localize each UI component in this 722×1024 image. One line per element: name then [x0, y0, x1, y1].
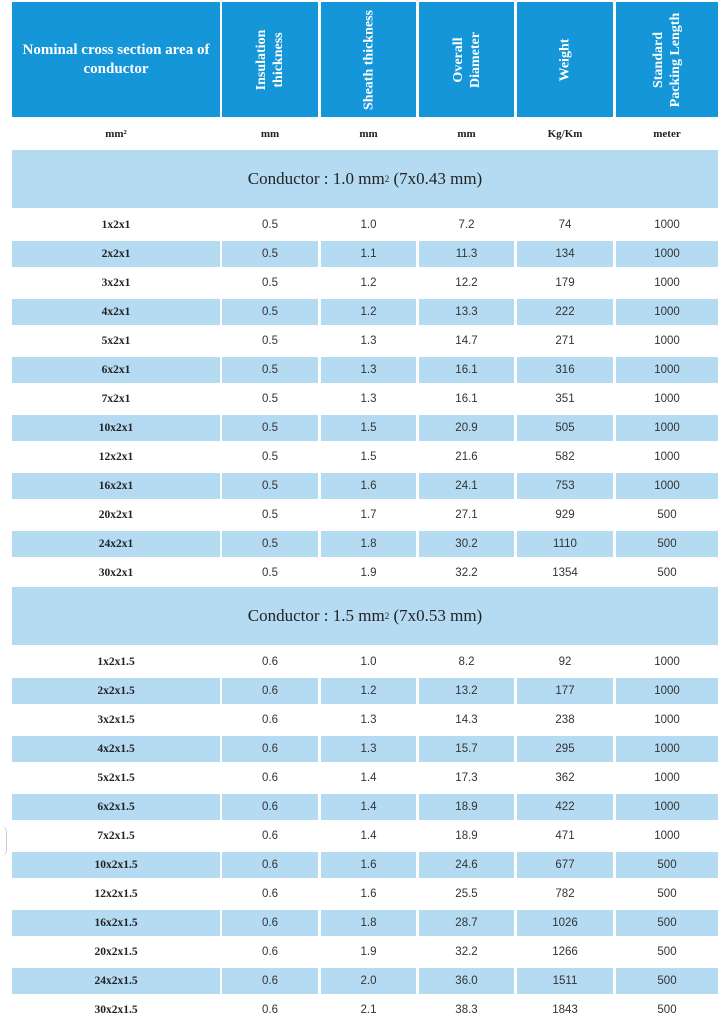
data-cell: 74	[558, 219, 572, 231]
data-cell: 24.1	[419, 473, 514, 499]
data-cell: 0.6	[262, 656, 278, 668]
row-label-cell: 2x2x1	[12, 241, 220, 267]
data-cell: 0.6	[262, 888, 278, 900]
section-title: Conductor : 1.0 mm	[247, 169, 385, 188]
data-cell: 1000	[616, 299, 718, 325]
row-label-cell: 30x2x1.5	[94, 1004, 138, 1016]
data-cell: 1.0	[360, 219, 377, 231]
row-label-cell: 12x2x1	[98, 451, 134, 463]
data-cell: 0.5	[222, 473, 318, 499]
data-cell: 1511	[517, 968, 613, 994]
data-cell: 351	[555, 393, 575, 405]
data-cell: 0.6	[262, 1004, 278, 1016]
section-title-tail: (7x0.43 mm)	[389, 169, 483, 188]
table-row	[0, 910, 722, 936]
data-cell: 500	[616, 968, 718, 994]
data-cell: 0.6	[222, 794, 318, 820]
data-cell: 18.9	[455, 830, 478, 842]
data-cell: 500	[616, 910, 718, 936]
table-row	[0, 415, 722, 441]
row-label-cell: 24x2x1.5	[12, 968, 220, 994]
data-cell: 0.5	[222, 241, 318, 267]
data-cell: 32.2	[455, 946, 478, 958]
data-cell: 1000	[616, 357, 718, 383]
section-title-tail: (7x0.53 mm)	[389, 606, 483, 625]
data-cell: 1000	[616, 415, 718, 441]
header-label: Sheath thickness	[361, 9, 376, 110]
data-cell: 177	[517, 678, 613, 704]
data-cell: 18.9	[419, 794, 514, 820]
data-cell: 32.2	[455, 567, 478, 579]
data-cell: 1000	[654, 772, 680, 784]
row-label-cell: 7x2x1.5	[97, 830, 135, 842]
data-cell: 1000	[654, 451, 680, 463]
data-cell: 1.3	[360, 393, 377, 405]
row-label-cell: 10x2x1	[12, 415, 220, 441]
data-cell: 1.3	[321, 736, 416, 762]
table-row	[0, 212, 722, 238]
row-label-cell: 4x2x1.5	[12, 736, 220, 762]
row-label-cell: 20x2x1.5	[94, 946, 138, 958]
table-row	[0, 678, 722, 704]
data-cell: 1.9	[360, 567, 377, 579]
row-label-cell: 16x2x1	[12, 473, 220, 499]
data-cell: 500	[657, 946, 677, 958]
data-cell: 500	[616, 852, 718, 878]
row-label-cell: 20x2x1	[98, 509, 134, 521]
header-insulation-thickness	[222, 2, 318, 117]
data-cell: 0.5	[222, 357, 318, 383]
table-row	[0, 328, 722, 354]
data-cell: 16.1	[419, 357, 514, 383]
data-cell: 0.6	[222, 910, 318, 936]
header-nominal-cross-section	[12, 2, 220, 117]
data-cell: 1.3	[360, 714, 377, 726]
header-weight	[517, 2, 613, 117]
data-cell: 677	[517, 852, 613, 878]
data-cell: 362	[555, 772, 575, 784]
data-cell: 1.8	[321, 910, 416, 936]
data-cell: 179	[555, 277, 575, 289]
data-cell: 1000	[616, 678, 718, 704]
header-label: Nominal cross section area of conductor	[22, 41, 210, 77]
table-row	[0, 823, 722, 849]
row-label-cell: 30x2x1	[98, 567, 134, 579]
data-cell: 500	[657, 567, 677, 579]
data-cell: 27.1	[455, 509, 478, 521]
unit-cell: mm	[359, 128, 378, 140]
data-cell: 1.2	[360, 277, 377, 289]
data-cell: 222	[517, 299, 613, 325]
row-label-cell: 1x2x1	[101, 219, 131, 231]
data-cell: 1000	[616, 736, 718, 762]
data-cell: 28.7	[419, 910, 514, 936]
header-label: Insulation thickness	[254, 29, 286, 90]
data-cell: 1000	[616, 241, 718, 267]
row-label-cell: 4x2x1	[12, 299, 220, 325]
data-cell: 1.6	[360, 888, 377, 900]
data-cell: 471	[555, 830, 575, 842]
table-row	[0, 444, 722, 470]
data-cell: 1.9	[360, 946, 377, 958]
table-row	[0, 649, 722, 675]
data-cell: 1.2	[321, 299, 416, 325]
data-cell: 0.5	[222, 415, 318, 441]
table-row	[0, 299, 722, 325]
header-sheath-thickness	[321, 2, 416, 117]
units-row	[0, 120, 722, 148]
table-header	[0, 0, 722, 118]
data-cell: 500	[657, 509, 677, 521]
data-cell: 92	[558, 656, 572, 668]
row-label-cell: 2x2x1.5	[12, 678, 220, 704]
data-cell: 0.6	[262, 772, 278, 784]
section-title-superscript: 2	[384, 611, 390, 621]
data-cell: 0.5	[262, 277, 278, 289]
data-cell: 1000	[616, 794, 718, 820]
data-cell: 422	[517, 794, 613, 820]
data-cell: 1354	[552, 567, 578, 579]
data-cell: 1.2	[321, 678, 416, 704]
data-cell: 0.6	[222, 736, 318, 762]
unit-cell: meter	[653, 128, 681, 140]
data-cell: 7.2	[458, 219, 475, 231]
data-cell: 500	[616, 531, 718, 557]
data-cell: 0.6	[222, 678, 318, 704]
data-cell: 8.2	[458, 656, 475, 668]
section-title-band	[12, 150, 718, 208]
table-row	[0, 270, 722, 296]
data-cell: 1.8	[321, 531, 416, 557]
data-cell: 1.3	[321, 357, 416, 383]
data-cell: 500	[657, 888, 677, 900]
data-cell: 1.5	[321, 415, 416, 441]
table-row	[0, 852, 722, 878]
data-cell: 1266	[552, 946, 578, 958]
data-cell: 30.2	[419, 531, 514, 557]
data-cell: 1.6	[321, 473, 416, 499]
table-row	[0, 502, 722, 528]
table-row	[0, 531, 722, 557]
page-edge-mark	[0, 826, 7, 856]
data-cell: 295	[517, 736, 613, 762]
header-label: Overall Diameter	[450, 31, 483, 88]
data-cell: 13.2	[419, 678, 514, 704]
data-cell: 2.1	[360, 1004, 377, 1016]
data-cell: 1000	[654, 335, 680, 347]
unit-cell: mm²	[105, 128, 127, 140]
data-cell: 11.3	[419, 241, 514, 267]
row-label-cell: 3x2x1	[101, 277, 131, 289]
table-row	[0, 560, 722, 586]
header-label: Standard Packing Length	[651, 12, 683, 107]
row-label-cell: 10x2x1.5	[12, 852, 220, 878]
data-cell: 1.7	[360, 509, 377, 521]
data-cell: 21.6	[455, 451, 478, 463]
data-cell: 25.5	[455, 888, 478, 900]
row-label-cell: 16x2x1.5	[12, 910, 220, 936]
data-cell: 782	[555, 888, 575, 900]
row-label-cell: 24x2x1	[12, 531, 220, 557]
row-label-cell: 7x2x1	[101, 393, 131, 405]
data-cell: 582	[555, 451, 575, 463]
data-cell: 1110	[517, 531, 613, 557]
data-cell: 1000	[654, 656, 680, 668]
data-cell: 20.9	[419, 415, 514, 441]
data-cell: 0.5	[262, 451, 278, 463]
data-cell: 1.4	[360, 772, 377, 784]
data-cell: 1.4	[360, 830, 377, 842]
table-row	[0, 968, 722, 994]
row-label-cell: 12x2x1.5	[94, 888, 138, 900]
data-cell: 0.5	[262, 335, 278, 347]
data-cell: 13.3	[419, 299, 514, 325]
row-label-cell: 5x2x1	[101, 335, 131, 347]
data-cell: 1000	[654, 830, 680, 842]
table-row	[0, 939, 722, 965]
data-cell: 0.5	[262, 219, 278, 231]
data-cell: 753	[517, 473, 613, 499]
data-cell: 16.1	[455, 393, 478, 405]
row-label-cell: 5x2x1.5	[97, 772, 135, 784]
header-standard-packing-length	[616, 2, 718, 117]
header-overall-diameter	[419, 2, 514, 117]
data-cell: 0.6	[262, 946, 278, 958]
table-row	[0, 736, 722, 762]
data-cell: 1.4	[321, 794, 416, 820]
data-cell: 15.7	[419, 736, 514, 762]
data-cell: 1.3	[360, 335, 377, 347]
row-label-cell: 3x2x1.5	[97, 714, 135, 726]
header-label: Weight	[557, 38, 573, 81]
table-row	[0, 765, 722, 791]
data-cell: 1026	[517, 910, 613, 936]
unit-cell: mm	[260, 128, 280, 140]
table-row	[0, 473, 722, 499]
data-cell: 0.5	[222, 531, 318, 557]
data-cell: 134	[517, 241, 613, 267]
data-cell: 1.0	[360, 656, 377, 668]
data-cell: 38.3	[455, 1004, 478, 1016]
data-cell: 14.7	[455, 335, 478, 347]
section-title: Conductor : 1.5 mm	[247, 606, 385, 625]
data-cell: 1000	[654, 277, 680, 289]
data-cell: 14.3	[455, 714, 478, 726]
data-cell: 0.5	[262, 509, 278, 521]
unit-cell: mm	[457, 128, 476, 140]
data-cell: 1843	[552, 1004, 578, 1016]
section-title-band	[12, 587, 718, 645]
data-cell: 1.6	[321, 852, 416, 878]
data-cell: 12.2	[455, 277, 478, 289]
table-row	[0, 241, 722, 267]
data-cell: 2.0	[321, 968, 416, 994]
data-cell: 1000	[654, 393, 680, 405]
data-cell: 0.6	[262, 830, 278, 842]
data-cell: 36.0	[419, 968, 514, 994]
table-row	[0, 794, 722, 820]
table-row	[0, 997, 722, 1023]
table-row	[0, 881, 722, 907]
data-cell: 929	[555, 509, 575, 521]
data-cell: 17.3	[455, 772, 478, 784]
row-label-cell: 1x2x1.5	[97, 656, 135, 668]
unit-cell: Kg/Km	[547, 128, 583, 140]
data-cell: 1.5	[360, 451, 377, 463]
table-row	[0, 357, 722, 383]
table-row	[0, 707, 722, 733]
data-cell: 500	[657, 1004, 677, 1016]
data-cell: 24.6	[419, 852, 514, 878]
data-cell: 0.6	[222, 968, 318, 994]
data-cell: 0.6	[222, 852, 318, 878]
data-cell: 1000	[654, 714, 680, 726]
row-label-cell: 6x2x1.5	[12, 794, 220, 820]
data-cell: 0.6	[262, 714, 278, 726]
data-cell: 1000	[616, 473, 718, 499]
data-cell: 316	[517, 357, 613, 383]
section-title-superscript: 2	[384, 174, 390, 184]
data-cell: 0.5	[262, 567, 278, 579]
data-cell: 505	[517, 415, 613, 441]
data-cell: 238	[555, 714, 575, 726]
table-row	[0, 386, 722, 412]
data-cell: 1000	[654, 219, 680, 231]
data-cell: 0.5	[222, 299, 318, 325]
row-label-cell: 6x2x1	[12, 357, 220, 383]
data-cell: 271	[555, 335, 575, 347]
data-cell: 0.5	[262, 393, 278, 405]
data-cell: 1.1	[321, 241, 416, 267]
